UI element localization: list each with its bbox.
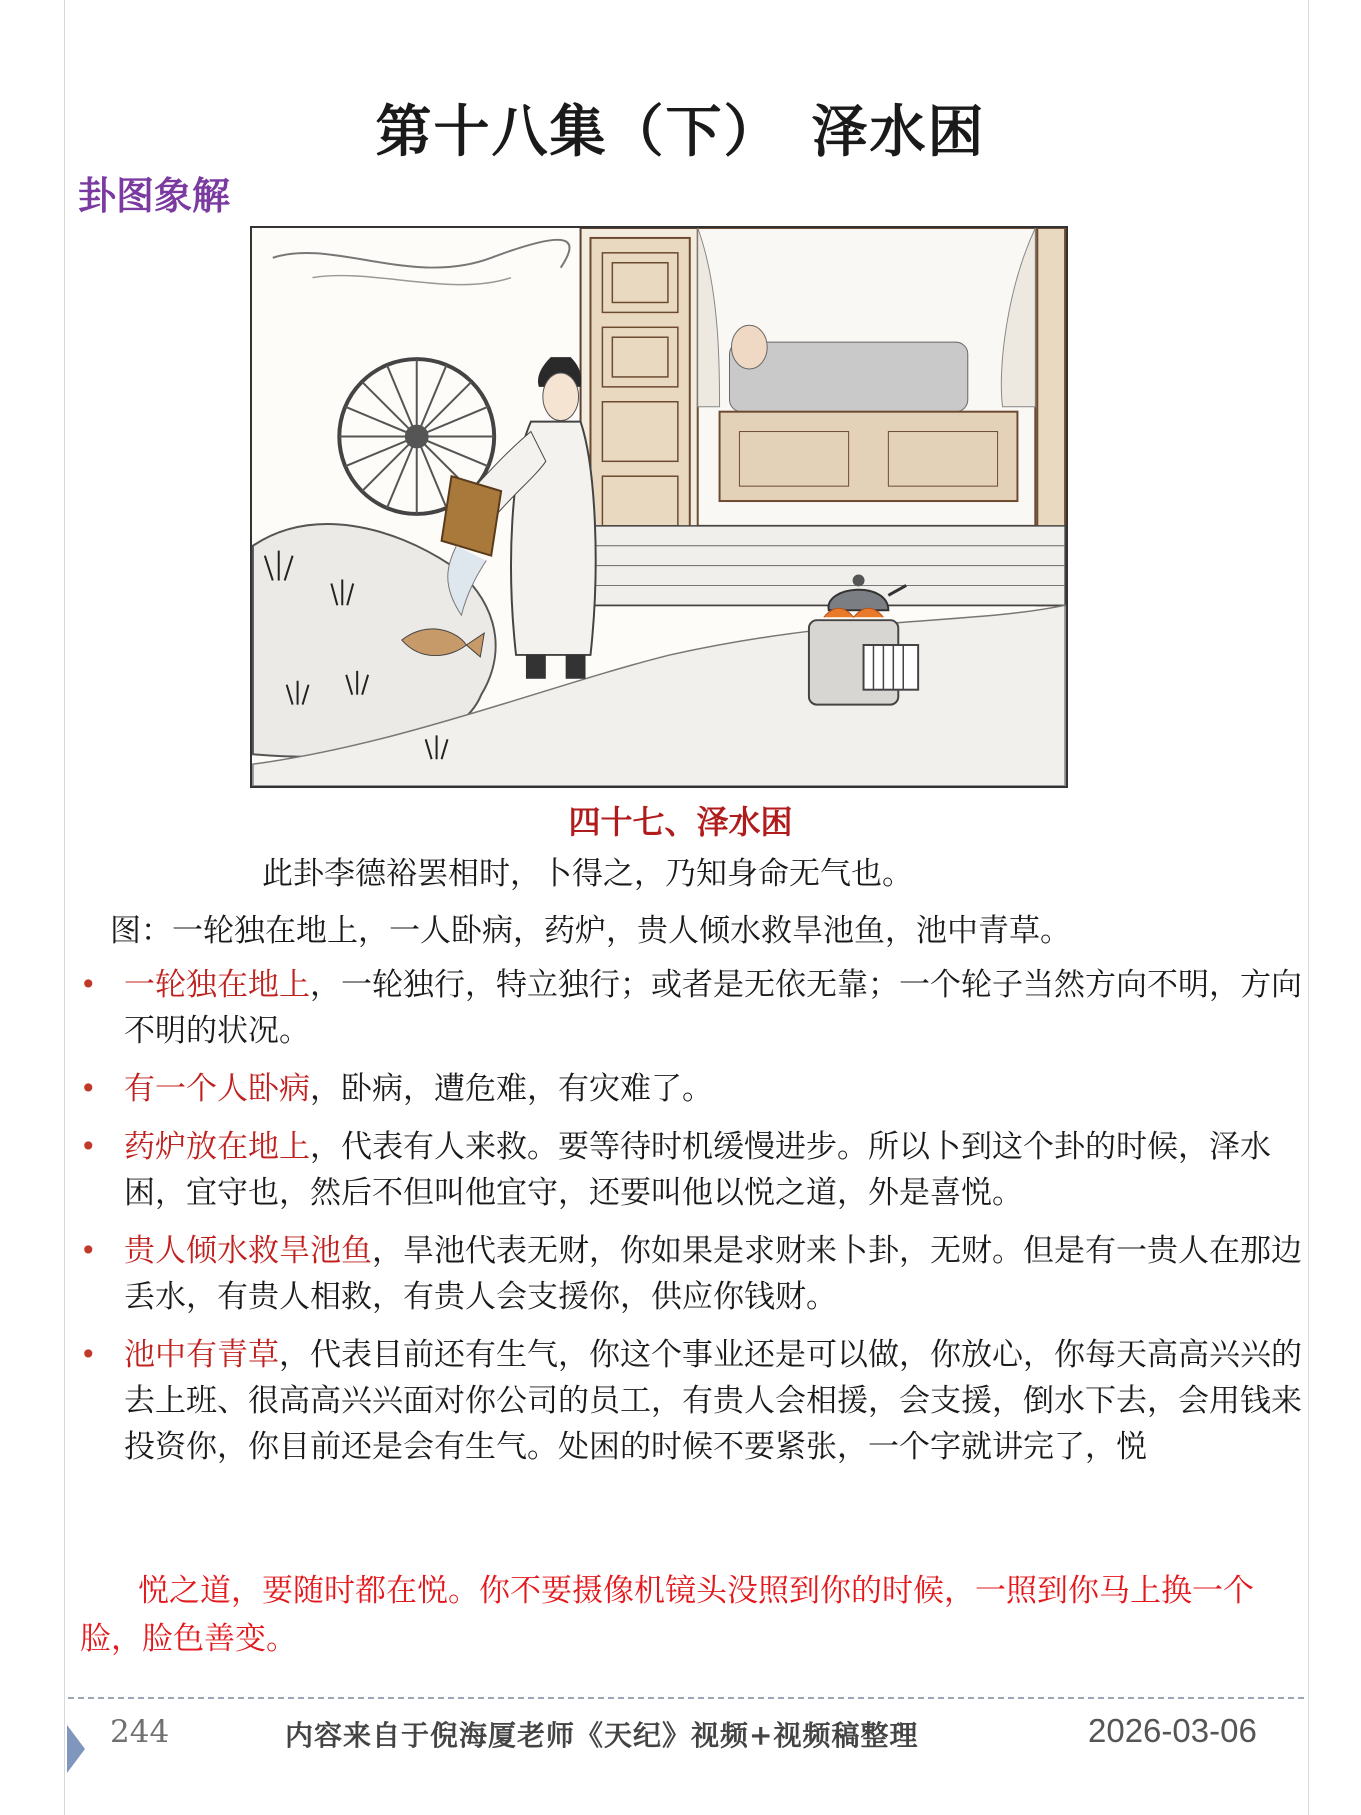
triangle-arrow-icon — [67, 1725, 85, 1773]
list-item — [76, 1066, 1306, 1112]
bullet-icon: • — [80, 968, 97, 1001]
key-phrase: 有一个人卧病 — [124, 1071, 310, 1107]
key-phrase: 池中有青草 — [124, 1337, 279, 1373]
page-title: 第十八集（下） 泽水困 — [375, 100, 986, 165]
list-item — [76, 962, 1306, 1054]
list-item — [76, 1332, 1306, 1470]
item-text: ，一轮独行，特立独行；或者是无依无靠；一个轮子当然方向不明，方向不明的状况。 — [124, 967, 1302, 1049]
key-phrase: 贵人倾水救旱池鱼 — [124, 1233, 372, 1269]
page-number: 244 — [110, 1714, 170, 1750]
key-phrase: 一轮独在地上 — [124, 967, 310, 1003]
list-item — [76, 1228, 1306, 1320]
item-text: ，代表目前还有生气，你这个事业还是可以做，你放心，你每天高高兴兴的去上班、很高高兴兴面对你公司的员工，有贵人会相援，会支援，倒水下去，会用钱来投资你，你目前还是会有生气。处困的时候不要紧张，一个字就讲完了，悦 — [124, 1337, 1302, 1465]
item-text: ，卧病，遭危难，有灾难了。 — [310, 1071, 713, 1107]
key-phrase: 药炉放在地上 — [124, 1129, 310, 1165]
footer-source: 内容来自于倪海厦老师《天纪》视频+视频稿整理 — [285, 1719, 919, 1752]
footer-date: 2026-03-06 — [1088, 1712, 1257, 1749]
explanation-list — [76, 962, 1306, 1482]
item-text: ，代表有人来救。要等待时机缓慢进步。所以卜到这个卦的时候，泽水困，宜守也，然后不但叫他宜守，还要叫他以悦之道，外是喜悦。 — [124, 1129, 1271, 1211]
illustration-caption: 四十七、泽水困 — [568, 803, 793, 841]
bullet-icon: • — [80, 1130, 97, 1163]
item-text: ，旱池代表无财，你如果是求财来卜卦，无财。但是有一贵人在那边丢水，有贵人相救，有贵人会支援你，供应你钱财。 — [124, 1233, 1302, 1315]
list-item — [76, 1124, 1306, 1216]
bullet-icon: • — [80, 1072, 97, 1105]
hexagram-illustration — [250, 226, 1068, 788]
footer-divider — [68, 1697, 1304, 1699]
intro-line: 图：一轮独在地上，一人卧病，药炉，贵人倾水救旱池鱼，池中青草。 — [110, 913, 1071, 949]
closing-note: 悦之道，要随时都在悦。你不要摄像机镜头没照到你的时候，一照到你马上换一个脸，脸色善变。 — [80, 1573, 1254, 1657]
bullet-icon: • — [80, 1338, 97, 1371]
section-label: 卦图象解 — [78, 173, 231, 218]
intro-line: 此卦李德裕罢相时，卜得之，乃知身命无气也。 — [262, 856, 913, 892]
bullet-icon: • — [80, 1234, 97, 1267]
